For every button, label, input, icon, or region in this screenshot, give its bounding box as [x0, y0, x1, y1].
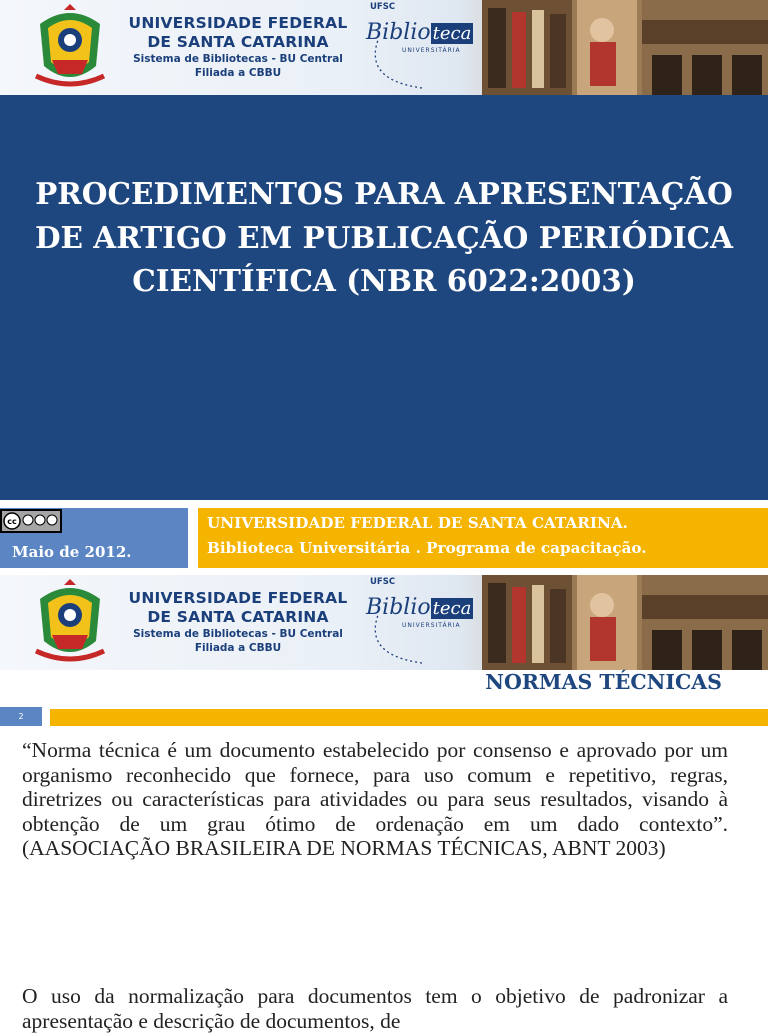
- affiliation-line: Filiada a CBBU: [194, 642, 282, 654]
- logo-word-tail: teca: [432, 598, 472, 619]
- slide-date: Maio de 2012.: [12, 543, 132, 561]
- logo-subtitle: UNIVERSITÁRIA: [402, 47, 461, 54]
- affiliation-line: Filiada a CBBU: [194, 67, 282, 79]
- svg-text:cc: cc: [7, 517, 17, 526]
- footer-institution-panel: [198, 508, 768, 568]
- slide-number: 2: [0, 707, 42, 726]
- university-name-block: [118, 14, 358, 80]
- logo-word-main: Biblio: [366, 20, 431, 45]
- library-system-line: Sistema de Bibliotecas - BU Central: [133, 628, 343, 640]
- creative-commons-icon: [0, 509, 62, 533]
- slide-title: PROCEDIMENTOS PARA APRESENTAÇÃO DE ARTIGO EM PUBLICAÇÃO PERIÓDICA CIENTÍFICA (NBR 6022:2003): [34, 176, 734, 298]
- normalization-paragraph: O uso da normalização para documentos tem o objetivo de padronizar a apresentação e descrição de documentos, de: [22, 984, 728, 1033]
- footer-institution-line2: Biblioteca Universitária . Programa de capacitação.: [207, 539, 647, 557]
- logo-biblioteca-text: [366, 595, 473, 620]
- library-photo-icon: [482, 0, 768, 95]
- section-heading: NORMAS TÉCNICAS: [485, 670, 722, 694]
- logo-ufsc-text: UFSC: [370, 577, 396, 587]
- definition-paragraph: “Norma técnica é um documento estabelecido por consenso e aprovado por um organismo reconhecido que fornece, para uso comum e repetitivo, regras, diretrizes ou características para atividades ou para seus resultados, visando à obtenção de um grau ótimo de ordenação em um dado contexto”. (AASOCIAÇÃO BRASILEIRA DE NORMAS TÉCNICAS, ABNT 2003): [22, 738, 728, 860]
- logo-biblioteca-text: [366, 20, 473, 45]
- biblioteca-logo: [362, 575, 482, 670]
- university-crest-icon: [30, 579, 110, 665]
- university-name-line2: DE SANTA CATARINA: [147, 608, 329, 626]
- heading-rule: [50, 709, 768, 726]
- header-banner: [0, 0, 768, 95]
- university-name-line1: UNIVERSIDADE FEDERAL: [128, 589, 348, 607]
- header-banner-slide2: [0, 575, 768, 670]
- library-photo-icon: [482, 575, 768, 670]
- biblioteca-logo: [362, 0, 482, 95]
- library-system-line: Sistema de Bibliotecas - BU Central: [133, 53, 343, 65]
- logo-subtitle: UNIVERSITÁRIA: [402, 622, 461, 629]
- university-name-block: [118, 589, 358, 655]
- university-crest-icon: [30, 4, 110, 90]
- footer-institution-line1: UNIVERSIDADE FEDERAL DE SANTA CATARINA.: [207, 514, 628, 532]
- logo-word-tail: teca: [432, 23, 472, 44]
- university-name-line2: DE SANTA CATARINA: [147, 33, 329, 51]
- logo-ufsc-text: UFSC: [370, 2, 396, 12]
- logo-word-main: Biblio: [366, 595, 431, 620]
- university-name-line1: UNIVERSIDADE FEDERAL: [128, 14, 348, 32]
